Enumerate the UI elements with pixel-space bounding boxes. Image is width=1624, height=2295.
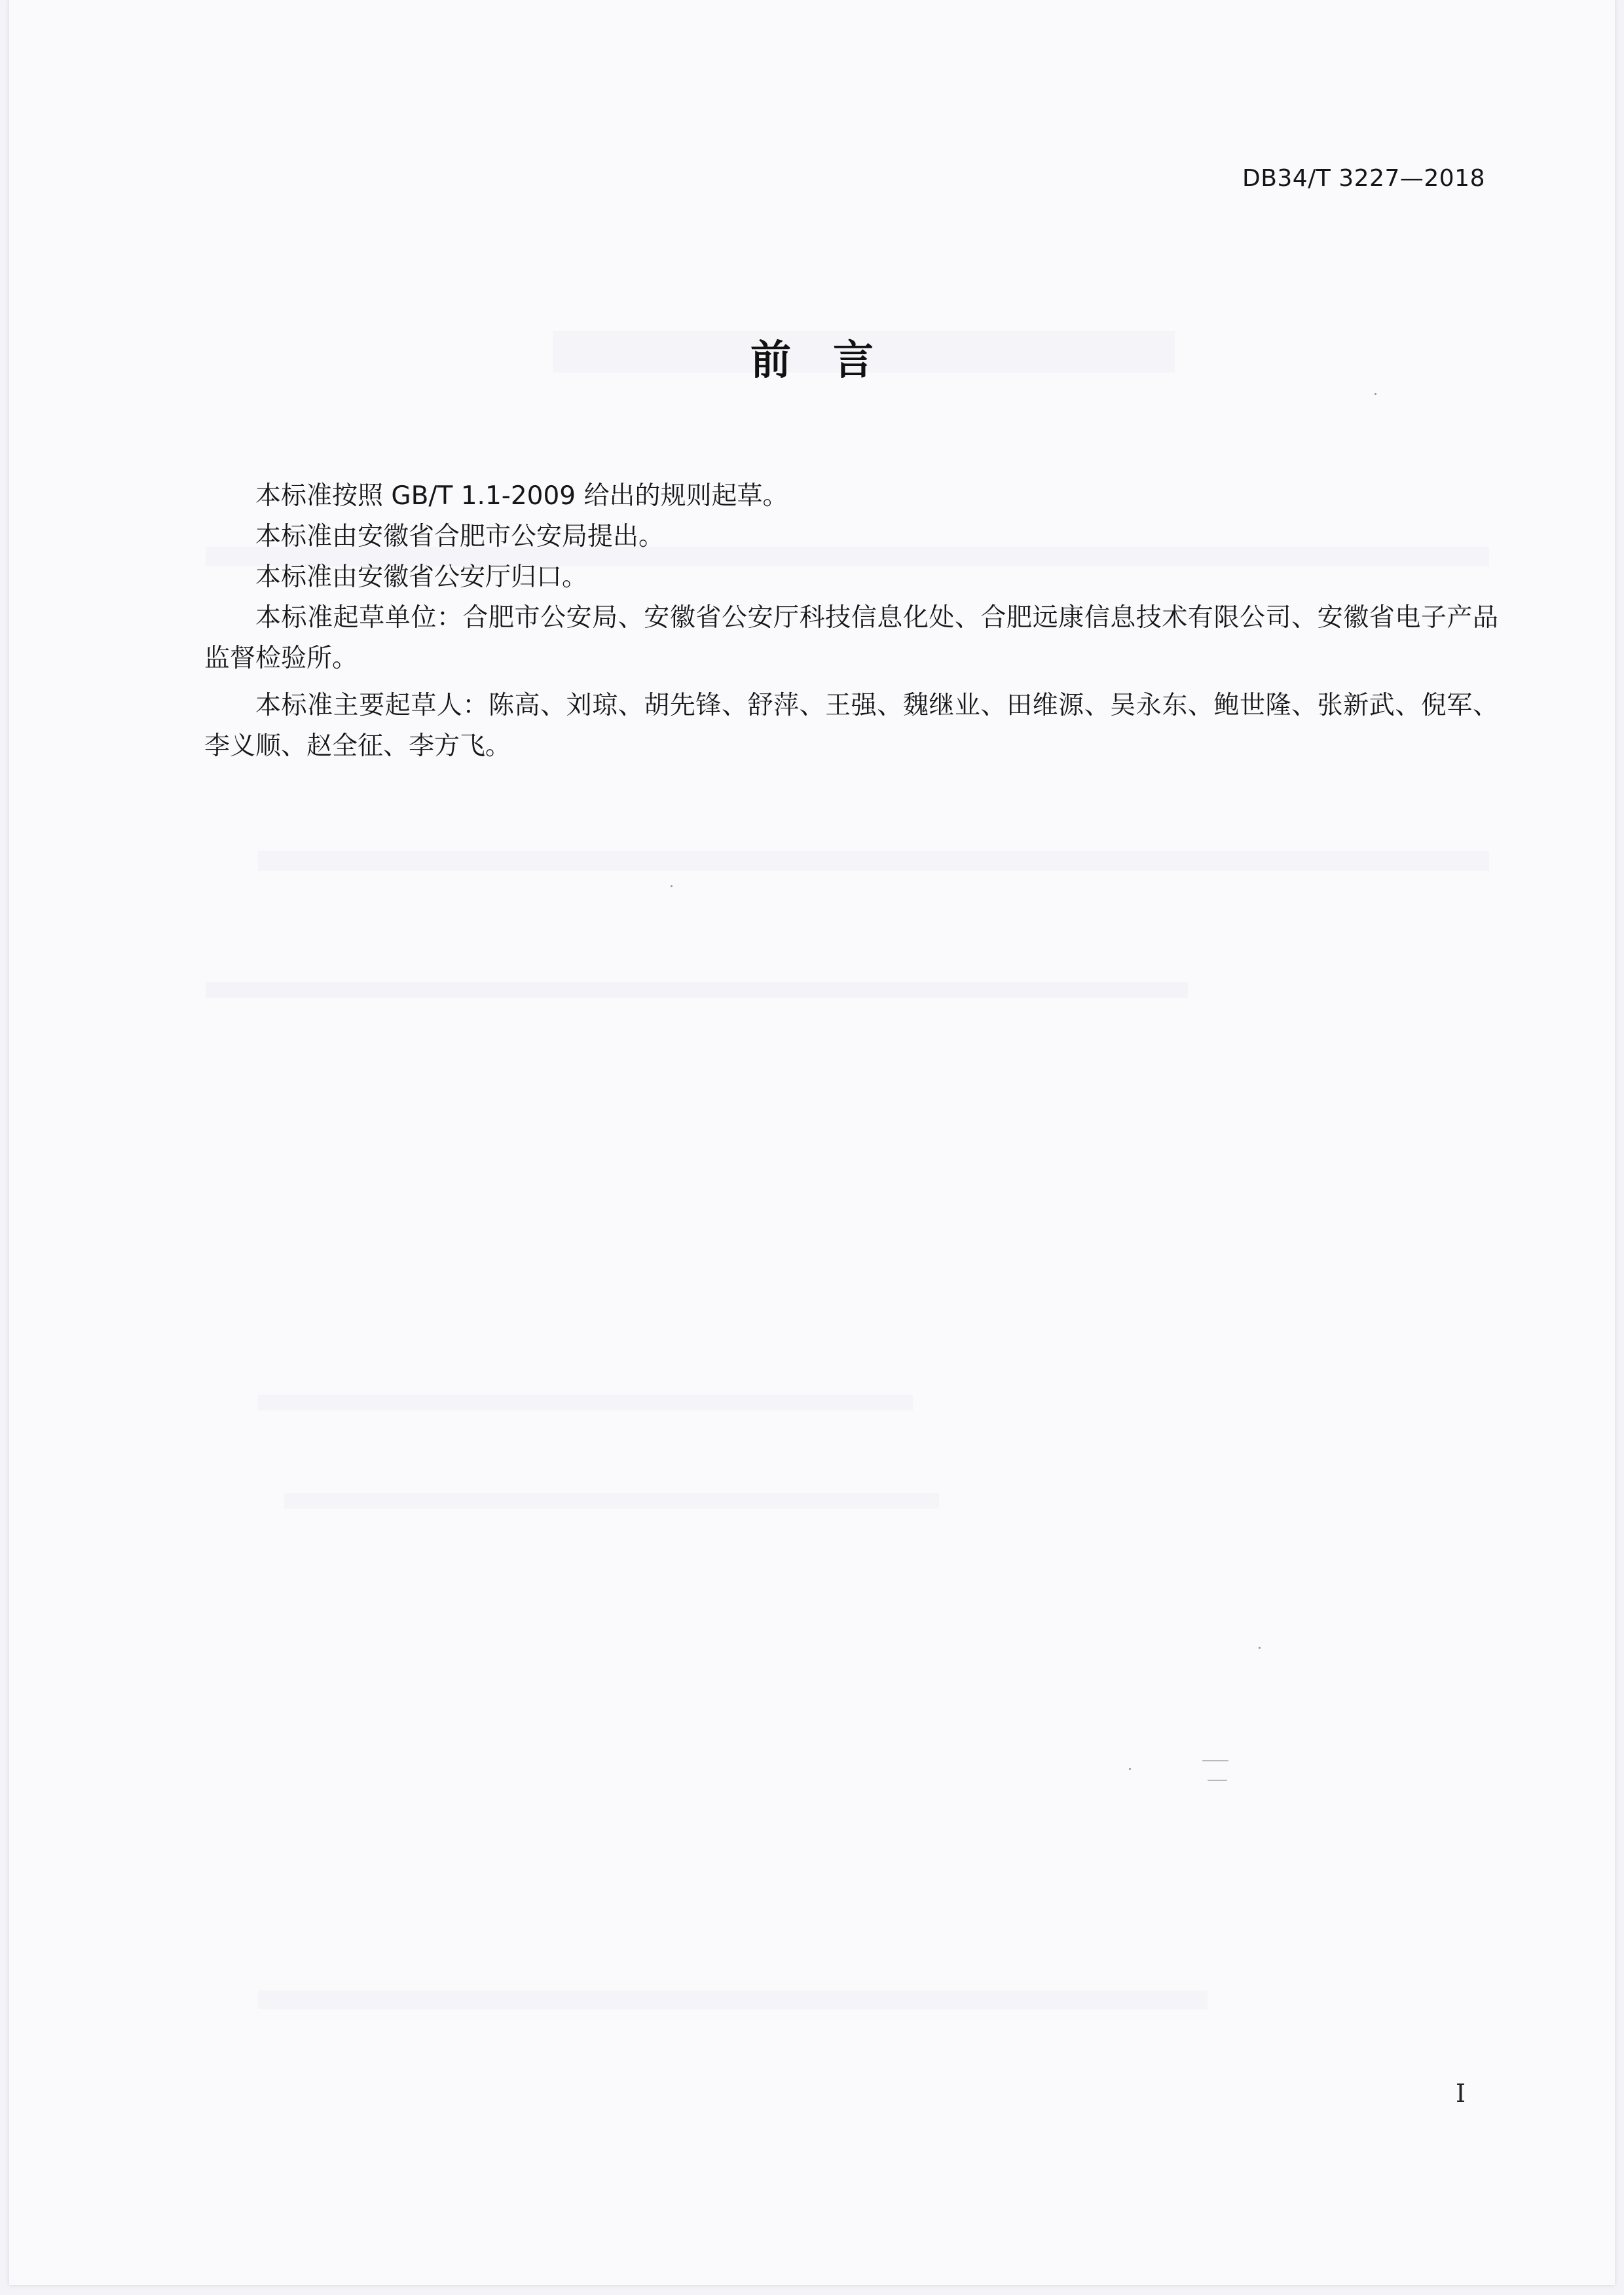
foreword-paragraph: 本标准由安徽省公安厅归口。 (255, 562, 588, 592)
foreword-paragraph: 本标准由安徽省合肥市公安局提出。 (255, 522, 665, 551)
foreword-body (204, 476, 1498, 767)
scan-speck (1259, 1647, 1261, 1649)
page-title: 前言 (750, 336, 915, 384)
standard-code: DB34/T 3227—2018 (1242, 165, 1485, 192)
page-number: I (1455, 2079, 1466, 2108)
show-through-line (206, 982, 1188, 998)
foreword-paragraph: 本标准起草单位：合肥市公安局、安徽省公安厅科技信息化处、合肥远康信息技术有限公司、安徽省电子产品监督检验所。 (204, 603, 1498, 673)
show-through-line (258, 1395, 913, 1410)
foreword-paragraph: 本标准主要起草人：陈高、刘琼、胡先锋、舒萍、王强、魏继业、田维源、吴永东、鲍世隆、张新武、倪军、李义顺、赵全征、李方飞。 (204, 691, 1498, 761)
scan-speck (1129, 1768, 1131, 1770)
document-page (9, 0, 1615, 2285)
show-through-line (258, 851, 1489, 871)
scan-speck (1375, 393, 1376, 395)
scan-speck (1202, 1760, 1228, 1761)
scan-speck (1208, 1780, 1227, 1781)
show-through-line (284, 1493, 939, 1509)
foreword-paragraph: 本标准按照 GB/T 1.1-2009 给出的规则起草。 (255, 481, 788, 511)
show-through-line (258, 1991, 1208, 2009)
scan-speck (671, 885, 673, 887)
